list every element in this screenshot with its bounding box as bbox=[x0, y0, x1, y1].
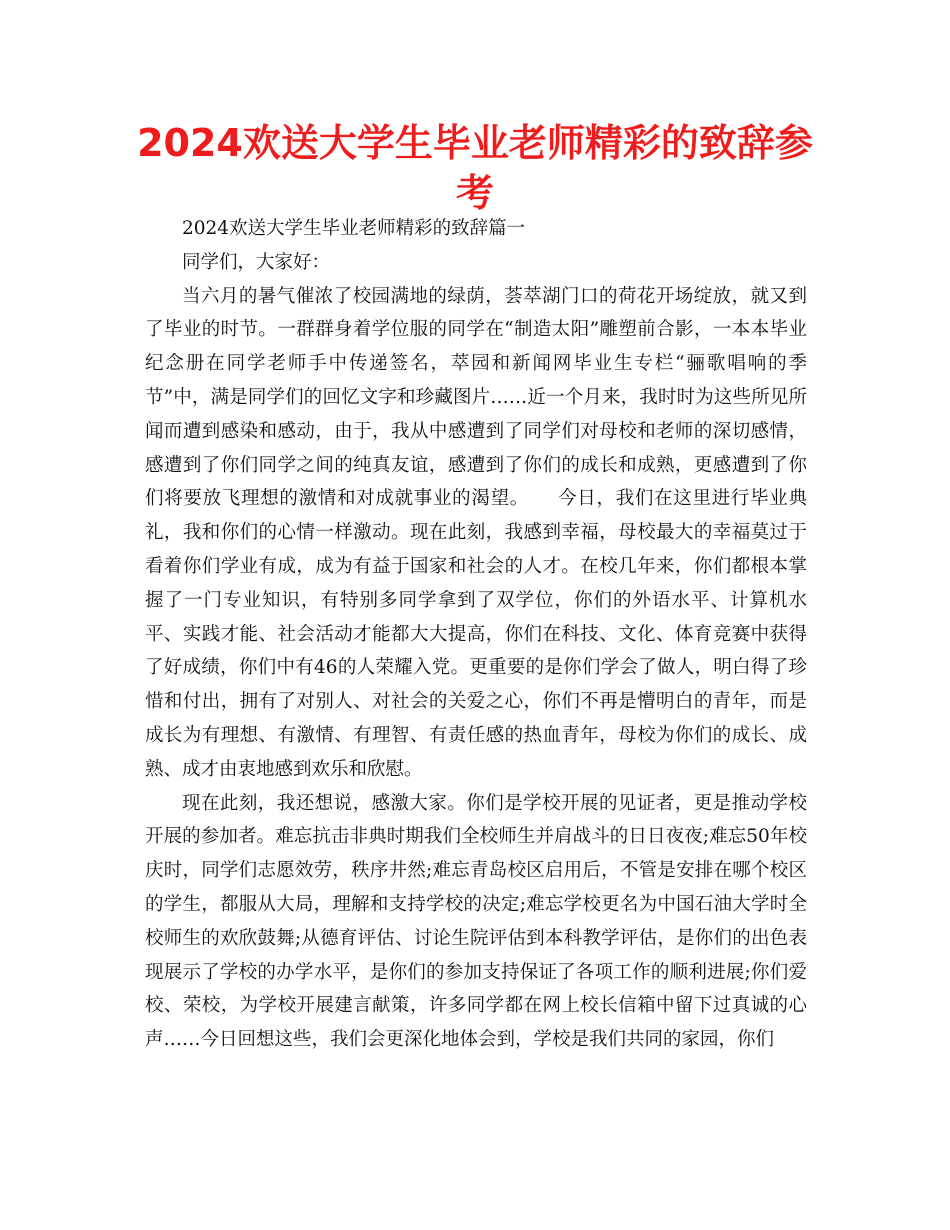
document-body bbox=[145, 212, 807, 1057]
greeting: 同学们，大家好： bbox=[182, 251, 331, 273]
section-heading: 2024欢送大学生毕业老师精彩的致辞篇一 bbox=[182, 218, 526, 239]
document-title: 2024欢送大学生毕业老师精彩的致辞参考 bbox=[137, 121, 813, 215]
body-paragraph: 当六月的暑气催浓了校园满地的绿荫，荟萃湖门口的荷花开场绽放，就又到了毕业的时节。一群群身着学位服的同学在“制造太阳”雕塑前合影，一本本毕业纪念册在同学老师手中传递签名，萃园和新闻网毕业生专栏“骊歌唱响的季节”中，满是同学们的回忆文字和珍藏图片……近一个月来，我时时为这些所见所闻而遭到感染和感动，由于，我从中感遭到了同学们对母校和老师的深切感情，感遭到了你们同学之间的纯真友谊，感遭到了你们的成长和成熟，更感遭到了你们将要放飞理想的激情和对成就事业的渴望。 今日，我们在这里进行毕业典礼，我和你们的心情一样激动。现在此刻，我感到幸福，母校最大的幸福莫过于看着你们学业有成，成为有益于国家和社会的人才。在校几年来，你们都根本掌握了一门专业知识，有特别多同学拿到了双学位，你们的外语水平、计算机水平、实践才能、社会活动才能都大大提高，你们在科技、文化、体育竞赛中获得了好成绩，你们中有46的人荣耀入党。更重要的是你们学会了做人，明白得了珍惜和付出，拥有了对别人、对社会的关爱之心，你们不再是懵明白的青年，而是成长为有理想、有激情、有理智、有责任感的热血青年，母校为你们的成长、成熟、成才由衷地感到欢乐和欣慰。 bbox=[145, 285, 807, 780]
body-paragraph: 现在此刻，我还想说，感激大家。你们是学校开展的见证者，更是推动学校开展的参加者。难忘抗击非典时期我们全校师生并肩战斗的日日夜夜;难忘50年校庆时，同学们志愿效劳，秩序井然;难忘青岛校区启用后，不管是安排在哪个校区的学生，都服从大局，理解和支持学校的决定;难忘学校更名为中国石油大学时全校师生的欢欣鼓舞;从德育评估、讨论生院评估到本科教学评估，是你们的出色表现展示了学校的办学水平，是你们的参加支持保证了各项工作的顺利进展;你们爱校、荣校，为学校开展建言献策，许多同学都在网上校长信箱中留下过真诚的心声……今日回想这些，我们会更深化地体会到，学校是我们共同的家园，你们 bbox=[145, 792, 807, 1051]
